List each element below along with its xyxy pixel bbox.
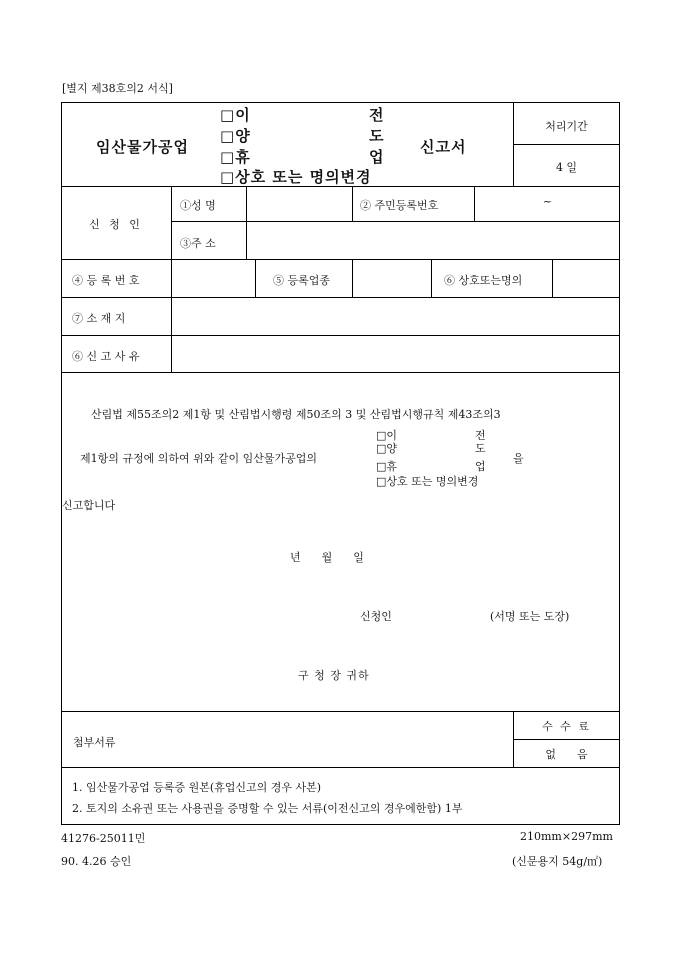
address-field[interactable] [247, 222, 619, 258]
approval-date: 90. 4.26 승인 [61, 855, 132, 868]
body-option-suspend[interactable]: □휴 [376, 460, 398, 473]
legal-basis-line: 산림법 제55조의2 제1항 및 산림법시행령 제50조의 3 및 산림법시행규칙 제43조의3 [91, 408, 501, 421]
applicant-sign-label: 신청인 [360, 610, 392, 623]
signature-placeholder[interactable]: (서명 또는 도장) [490, 610, 570, 623]
fee-value: 없 음 [545, 748, 588, 761]
form-code: 41276-25011민 [61, 832, 146, 845]
option-box-move[interactable]: □이 [220, 106, 251, 124]
rule [61, 259, 620, 260]
body-option-suspend-right: 업 [475, 460, 486, 473]
address-label: ③주 소 [180, 237, 216, 250]
registration-number-field[interactable] [172, 260, 254, 296]
rule [513, 144, 620, 145]
body-option-move[interactable]: □이 [376, 429, 398, 442]
location-label: ⑦ 소 재 지 [72, 312, 126, 325]
form-reference: [별지 제38호의2 서식] [62, 82, 173, 95]
rule [61, 767, 620, 768]
rule [513, 739, 620, 740]
option-box-name-change[interactable]: □상호 또는 명의변경 [220, 168, 372, 186]
processing-period-label: 처리기간 [545, 120, 588, 133]
paper-type: (신문용지 54g/㎡) [512, 855, 603, 868]
attachment-item: 1. 임산물가공업 등록증 원본(휴업신고의 경우 사본) [72, 781, 322, 794]
option-move-right: 전 [369, 106, 385, 124]
option-box-transfer[interactable]: □양 [220, 127, 251, 145]
registered-business-type-label: ⑤ 등록업종 [273, 274, 331, 287]
option-box-suspend[interactable]: □휴 [220, 148, 251, 166]
paper-size: 210mm×297mm [520, 830, 613, 843]
name-field[interactable] [247, 187, 351, 220]
registered-business-type-field[interactable] [353, 260, 430, 296]
report-reason-field[interactable] [172, 336, 619, 371]
body-option-move-right: 전 [475, 429, 486, 442]
registration-number-label: ④ 등 록 번 호 [72, 274, 140, 287]
object-particle: 을 [513, 452, 524, 465]
body-option-transfer-right: 도 [475, 442, 486, 455]
report-statement: 신고합니다 [62, 499, 116, 512]
form-title-left: 임산물가공업 [96, 138, 189, 156]
location-field[interactable] [172, 298, 619, 334]
option-suspend-right: 업 [369, 148, 385, 166]
rrn-label: ② 주민등록번호 [360, 199, 439, 212]
trade-name-label: ⑥ 상호또는명의 [444, 274, 523, 287]
report-reason-label: ⑥ 신 고 사 유 [72, 350, 140, 363]
trade-name-field[interactable] [553, 260, 619, 296]
rule [431, 259, 432, 297]
body-option-name-change[interactable]: □상호 또는 명의변경 [376, 475, 479, 488]
body-option-transfer[interactable]: □양 [376, 442, 398, 455]
option-transfer-right: 도 [369, 127, 385, 145]
rule [255, 259, 256, 297]
processing-period-value: 4 일 [555, 161, 578, 174]
legal-basis-line-2: 제1항의 규정에 의하여 위와 같이 임산물가공업의 [80, 452, 317, 465]
rule [61, 711, 620, 712]
rule [61, 372, 620, 373]
rule [352, 186, 353, 221]
rrn-field[interactable]: ~ [542, 195, 553, 208]
attachment-item: 2. 토지의 소유권 또는 사용권을 증명할 수 있는 서류(이전신고의 경우에한함) 1부 [72, 802, 463, 815]
fee-label: 수 수 료 [542, 720, 591, 733]
attachments-label: 첨부서류 [73, 736, 116, 749]
addressee: 구 청 장 귀하 [298, 669, 370, 682]
applicant-label: 신 청 인 [89, 218, 143, 231]
form-title-right: 신고서 [420, 138, 467, 156]
date-line[interactable]: 년 월 일 [290, 551, 364, 564]
name-label: ①성 명 [180, 199, 216, 212]
